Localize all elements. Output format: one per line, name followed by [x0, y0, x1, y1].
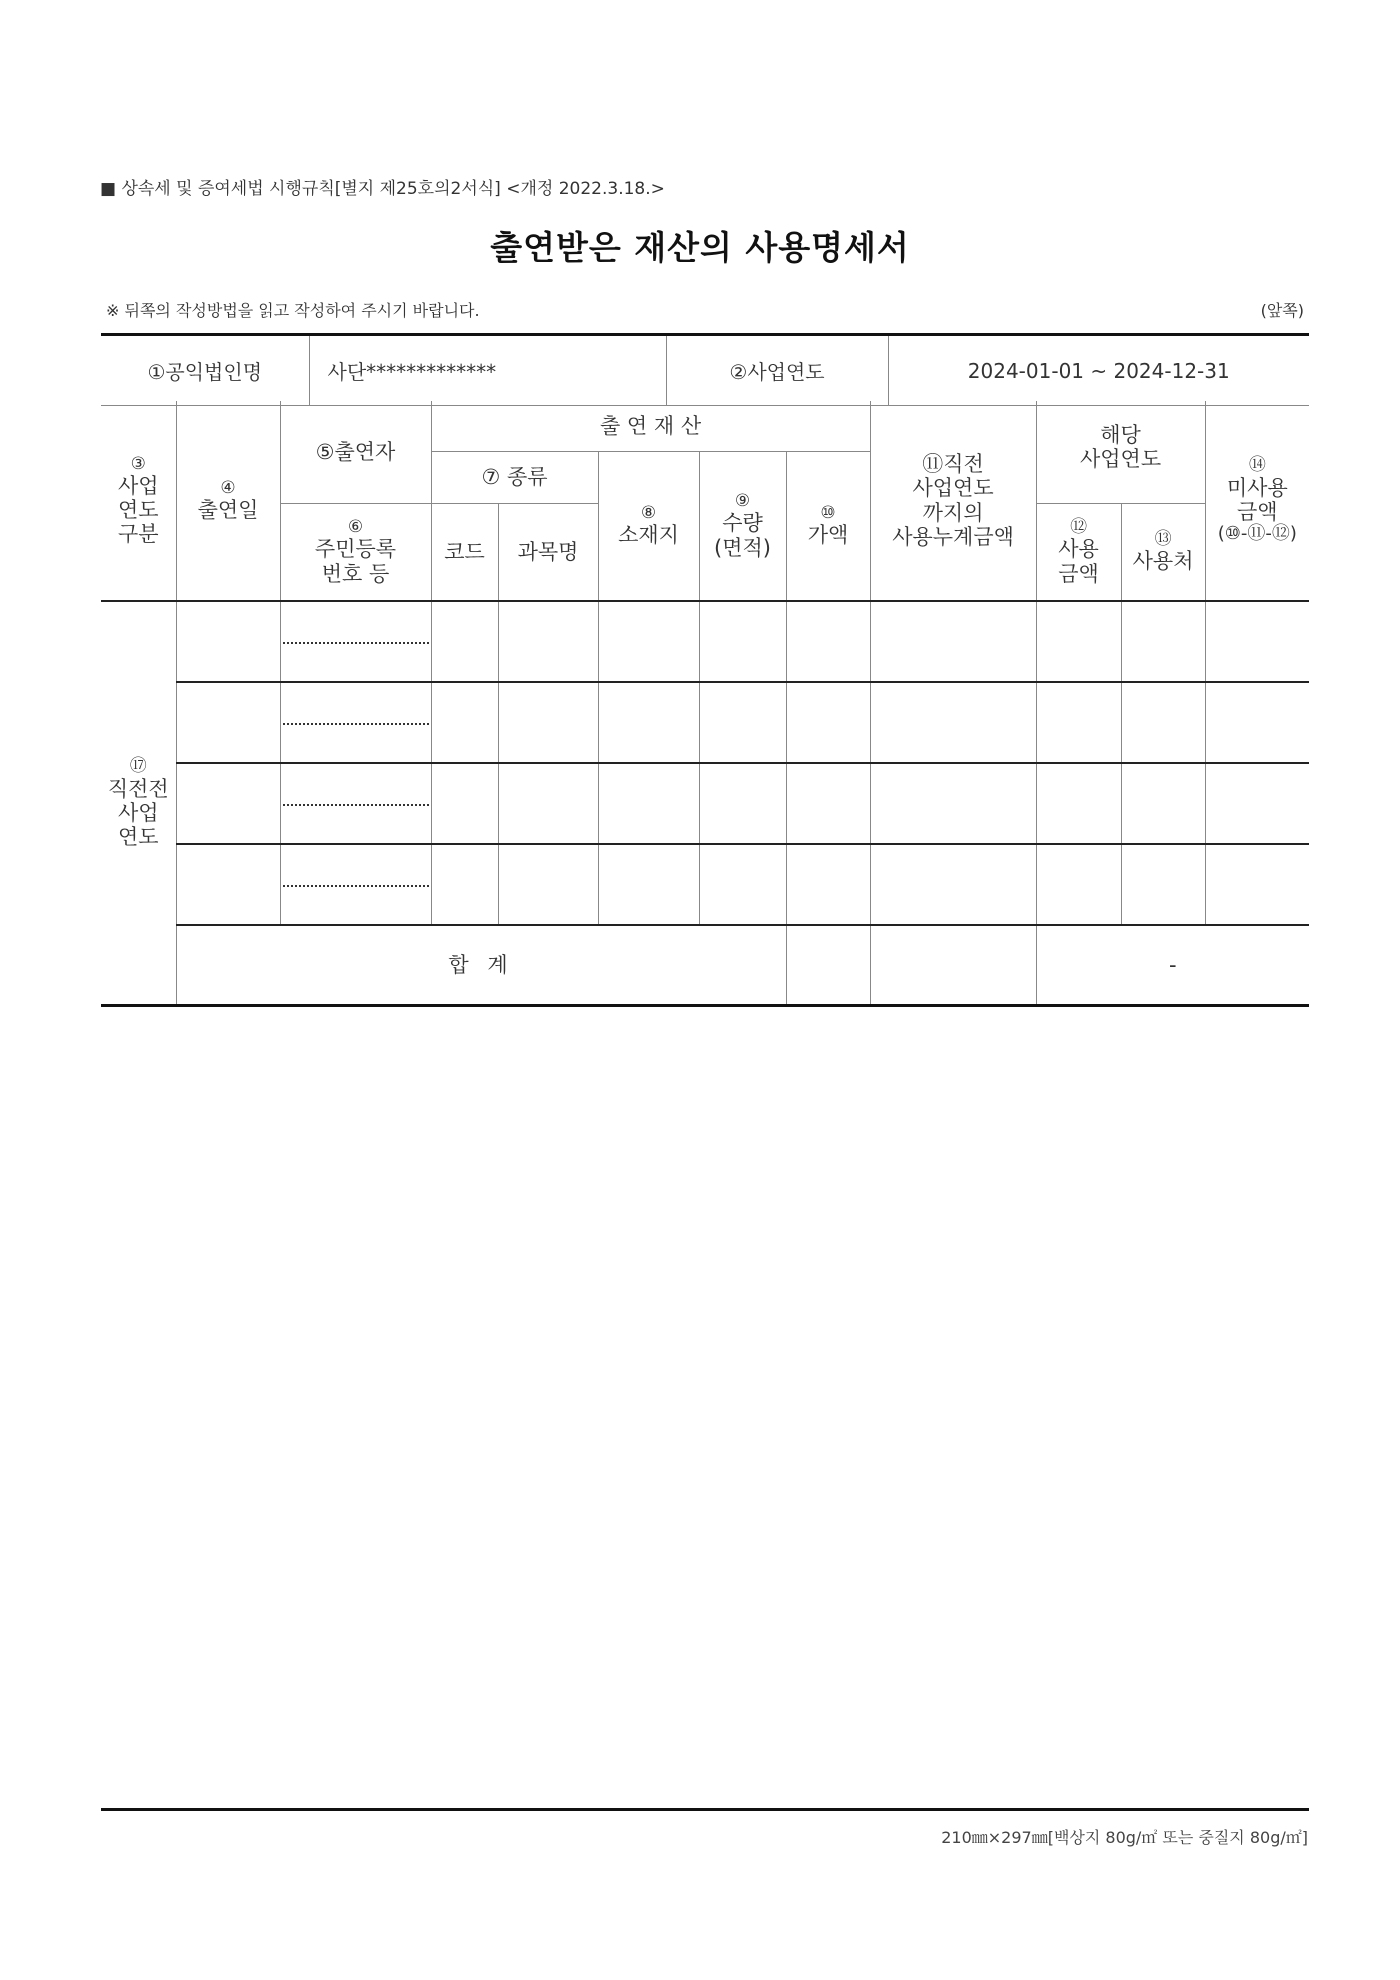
document-title: 출연받은 재산의 사용명세서 — [490, 228, 910, 267]
col-donor: ⑤출연자 — [280, 401, 431, 503]
unused-cell[interactable] — [1205, 844, 1309, 925]
account-cell[interactable] — [498, 682, 598, 763]
legal-reference: ■ 상속세 및 증여세법 시행규칙[별지 제25호의2서식] <개정 2022.3.18.> — [100, 179, 665, 199]
quantity-cell[interactable] — [699, 682, 786, 763]
table-row — [101, 844, 1309, 925]
use-amount-cell[interactable] — [1036, 844, 1121, 925]
use-place-cell[interactable] — [1121, 682, 1205, 763]
unused-cell[interactable] — [1205, 763, 1309, 844]
col-use-amount: ⑫ 사용 금액 — [1036, 503, 1121, 601]
total-value-cell[interactable] — [786, 925, 870, 1006]
cumulative-cell[interactable] — [870, 844, 1036, 925]
account-cell[interactable] — [498, 601, 598, 682]
account-cell[interactable] — [498, 844, 598, 925]
code-cell[interactable] — [431, 601, 498, 682]
col-value: ⑩ 가액 — [786, 451, 870, 601]
col-year-type: ③ 사업 연도 구분 — [101, 401, 176, 601]
donor-cell[interactable] — [280, 682, 431, 763]
location-cell[interactable] — [598, 844, 699, 925]
use-place-cell[interactable] — [1121, 763, 1205, 844]
code-cell[interactable] — [431, 763, 498, 844]
total-unused-cell[interactable]: - — [1036, 925, 1309, 1006]
col-donor-id: ⑥ 주민등록 번호 등 — [280, 503, 431, 601]
location-cell[interactable] — [598, 682, 699, 763]
property-usage-table — [101, 401, 1309, 1007]
business-year-field[interactable]: 2024-01-01 ~ 2024-12-31 — [888, 335, 1309, 406]
bottom-rule — [101, 1808, 1309, 1811]
col-donated-property: 출 연 재 산 — [431, 401, 870, 451]
donor-cell[interactable] — [280, 763, 431, 844]
col-kind: ⑦ 종류 — [431, 451, 598, 503]
col-unused-amount: ⑭ 미사용 금액 (⑩-⑪-⑫) — [1205, 401, 1309, 601]
use-amount-cell[interactable] — [1036, 682, 1121, 763]
unused-cell[interactable] — [1205, 601, 1309, 682]
use-amount-cell[interactable] — [1036, 601, 1121, 682]
cumulative-cell[interactable] — [870, 682, 1036, 763]
total-row — [101, 925, 1309, 1006]
col-donation-date: ④ 출연일 — [176, 401, 280, 601]
business-year-label: ②사업연도 — [666, 335, 888, 406]
table-row — [101, 763, 1309, 844]
value-cell[interactable] — [786, 682, 870, 763]
header-table — [101, 333, 1309, 406]
paper-spec: 210㎜×297㎜[백상지 80g/㎡ 또는 중질지 80g/㎡] — [941, 1828, 1308, 1847]
code-cell[interactable] — [431, 682, 498, 763]
use-place-cell[interactable] — [1121, 601, 1205, 682]
total-cumulative-cell[interactable] — [870, 925, 1036, 1006]
cumulative-cell[interactable] — [870, 763, 1036, 844]
col-cumulative-used: ⑪직전 사업연도 까지의 사용누계금액 — [870, 401, 1036, 601]
location-cell[interactable] — [598, 763, 699, 844]
previous-year-label: ⑰ 직전전 사업 연도 — [101, 601, 176, 1006]
value-cell[interactable] — [786, 844, 870, 925]
total-label: 합 계 — [176, 925, 786, 1006]
table-row — [101, 682, 1309, 763]
col-location: ⑧ 소재지 — [598, 451, 699, 601]
corp-name-label: ①공익법인명 — [101, 335, 309, 406]
quantity-cell[interactable] — [699, 601, 786, 682]
instruction-note: ※ 뒤쪽의 작성방법을 읽고 작성하여 주시기 바랍니다. — [106, 301, 480, 320]
table-row — [101, 601, 1309, 682]
account-cell[interactable] — [498, 763, 598, 844]
col-account: 과목명 — [498, 503, 598, 601]
donation-date-cell[interactable] — [176, 682, 280, 763]
col-use-place: ⑬ 사용처 — [1121, 503, 1205, 601]
unused-cell[interactable] — [1205, 682, 1309, 763]
donor-cell[interactable] — [280, 844, 431, 925]
donation-date-cell[interactable] — [176, 844, 280, 925]
quantity-cell[interactable] — [699, 844, 786, 925]
quantity-cell[interactable] — [699, 763, 786, 844]
code-cell[interactable] — [431, 844, 498, 925]
value-cell[interactable] — [786, 763, 870, 844]
corp-name-field[interactable]: 사단************* — [309, 335, 666, 406]
col-current-year: 해당 사업연도 — [1036, 401, 1205, 503]
donation-date-cell[interactable] — [176, 601, 280, 682]
donation-date-cell[interactable] — [176, 763, 280, 844]
location-cell[interactable] — [598, 601, 699, 682]
value-cell[interactable] — [786, 601, 870, 682]
use-place-cell[interactable] — [1121, 844, 1205, 925]
col-code: 코드 — [431, 503, 498, 601]
page-side-label: (앞쪽) — [1260, 301, 1304, 320]
use-amount-cell[interactable] — [1036, 763, 1121, 844]
col-quantity: ⑨ 수량 (면적) — [699, 451, 786, 601]
cumulative-cell[interactable] — [870, 601, 1036, 682]
donor-cell[interactable] — [280, 601, 431, 682]
